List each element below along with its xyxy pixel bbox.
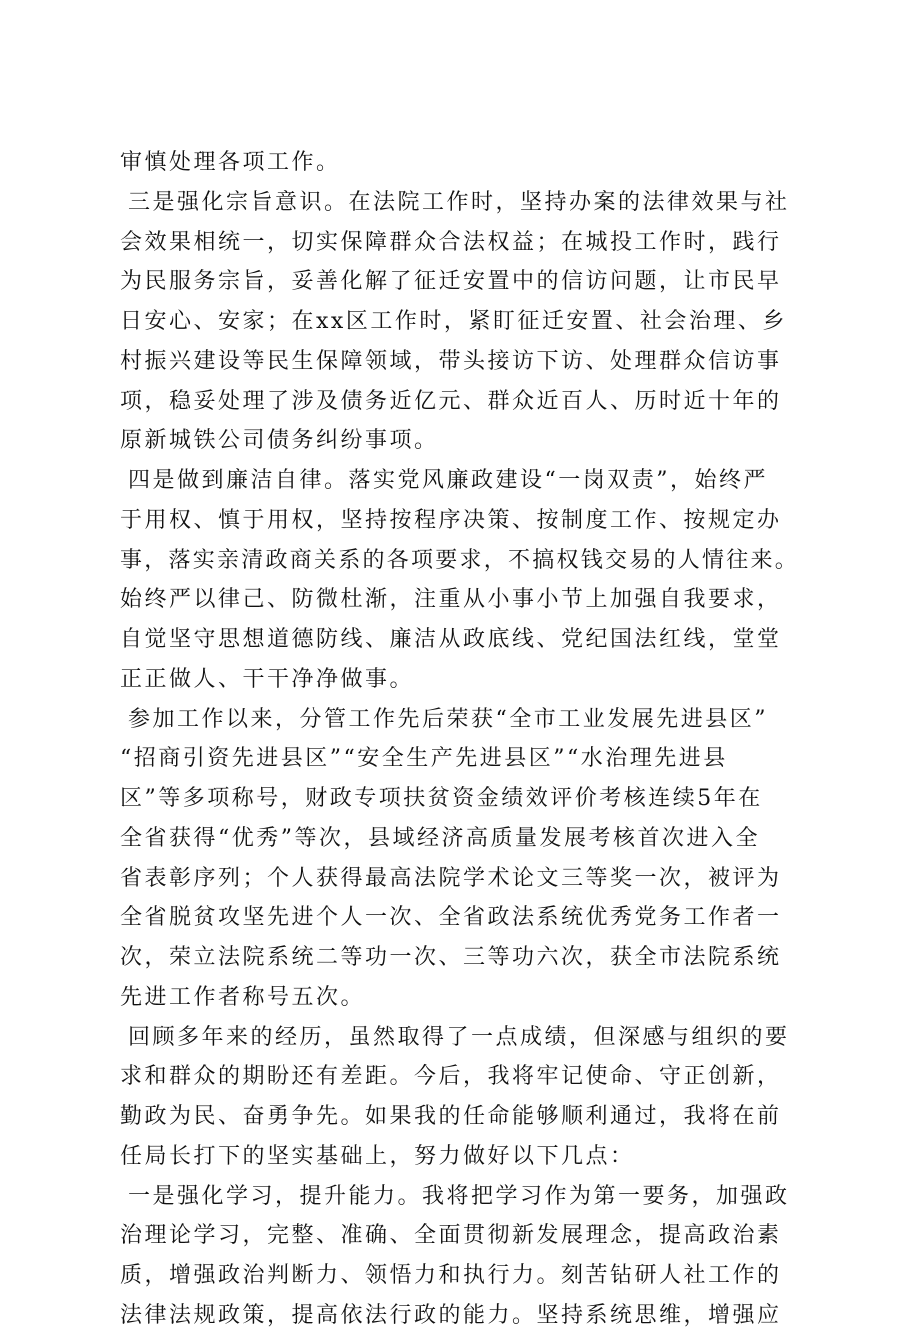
text-line: 审慎处理各项工作。 xyxy=(120,150,341,175)
text-line: 始终严以律己、防微杜渐，注重从小事小节上加强自我要求， xyxy=(120,587,782,613)
text-line: 为民服务宗旨，妥善化解了征迁安置中的信访问题，让市民早 xyxy=(120,269,782,295)
text-line: “招商引资先进县区”“安全生产先进县区”“水治理先进县 xyxy=(120,746,728,772)
text-line: 村振兴建设等民生保障领域，带头接访下访、处理群众信访事 xyxy=(120,348,782,374)
paragraph-start-line: 一是强化学习，提升能力。我将把学习作为第一要务，加强政 xyxy=(128,1183,790,1209)
paragraph-start-line: 三是强化宗旨意识。在法院工作时，坚持办案的法律效果与社 xyxy=(128,189,790,215)
text-line: 先进工作者称号五次。 xyxy=(120,984,366,1010)
text-line: 区”等多项称号，财政专项扶贫资金绩效评价考核连续5年在 xyxy=(120,786,763,811)
text-line: 事，落实亲清政商关系的各项要求，不搞权钱交易的人情往来。 xyxy=(120,547,800,573)
text-line: 日安心、安家；在xx区工作时，紧盯征迁安置、社会治理、乡 xyxy=(120,309,787,334)
text-line: 会效果相统一，切实保障群众合法权益；在城投工作时，践行 xyxy=(120,229,782,255)
text-line: 治理论学习，完整、准确、全面贯彻新发展理念，提高政治素 xyxy=(120,1223,782,1249)
paragraph-start-line: 回顾多年来的经历，虽然取得了一点成绩，但深感与组织的要 xyxy=(128,1024,790,1050)
paragraph-start-line: 参加工作以来，分管工作先后荣获“全市工业发展先进县区” xyxy=(128,706,768,732)
paragraph-start-line: 四是做到廉洁自律。落实党风廉政建设“一岗双责”，始终严 xyxy=(128,468,768,493)
text-line: 省表彰序列；个人获得最高法院学术论文三等奖一次，被评为 xyxy=(120,865,782,891)
text-line: 原新城铁公司债务纠纷事项。 xyxy=(120,428,439,454)
text-line: 法律法规政策，提高依法行政的能力。坚持系统思维，增强应 xyxy=(120,1302,782,1328)
text-line: 全省脱贫攻坚先进个人一次、全省政法系统优秀党务工作者一 xyxy=(120,905,782,931)
text-line: 自觉坚守思想道德防线、廉洁从政底线、党纪国法红线，堂堂 xyxy=(120,627,782,652)
text-line: 全省获得“优秀”等次，县域经济高质量发展考核首次进入全 xyxy=(120,825,760,851)
text-line: 勤政为民、奋勇争先。如果我的任命能够顺利通过，我将在前 xyxy=(120,1104,782,1129)
text-line: 正正做人、干干净净做事。 xyxy=(120,666,415,692)
text-line: 任局长打下的坚实基础上，努力做好以下几点： xyxy=(120,1143,635,1169)
text-line: 次，荣立法院系统二等功一次、三等功六次，获全市法院系统 xyxy=(120,945,782,970)
text-line: 求和群众的期盼还有差距。今后，我将牢记使命、守正创新， xyxy=(120,1064,782,1090)
document-body xyxy=(120,143,800,1336)
text-line: 项，稳妥处理了涉及债务近亿元、群众近百人、历时近十年的 xyxy=(120,388,782,414)
text-line: 于用权、慎于用权，坚持按程序决策、按制度工作、按规定办 xyxy=(120,507,782,533)
text-line: 质，增强政治判断力、领悟力和执行力。刻苦钻研人社工作的 xyxy=(120,1263,782,1288)
